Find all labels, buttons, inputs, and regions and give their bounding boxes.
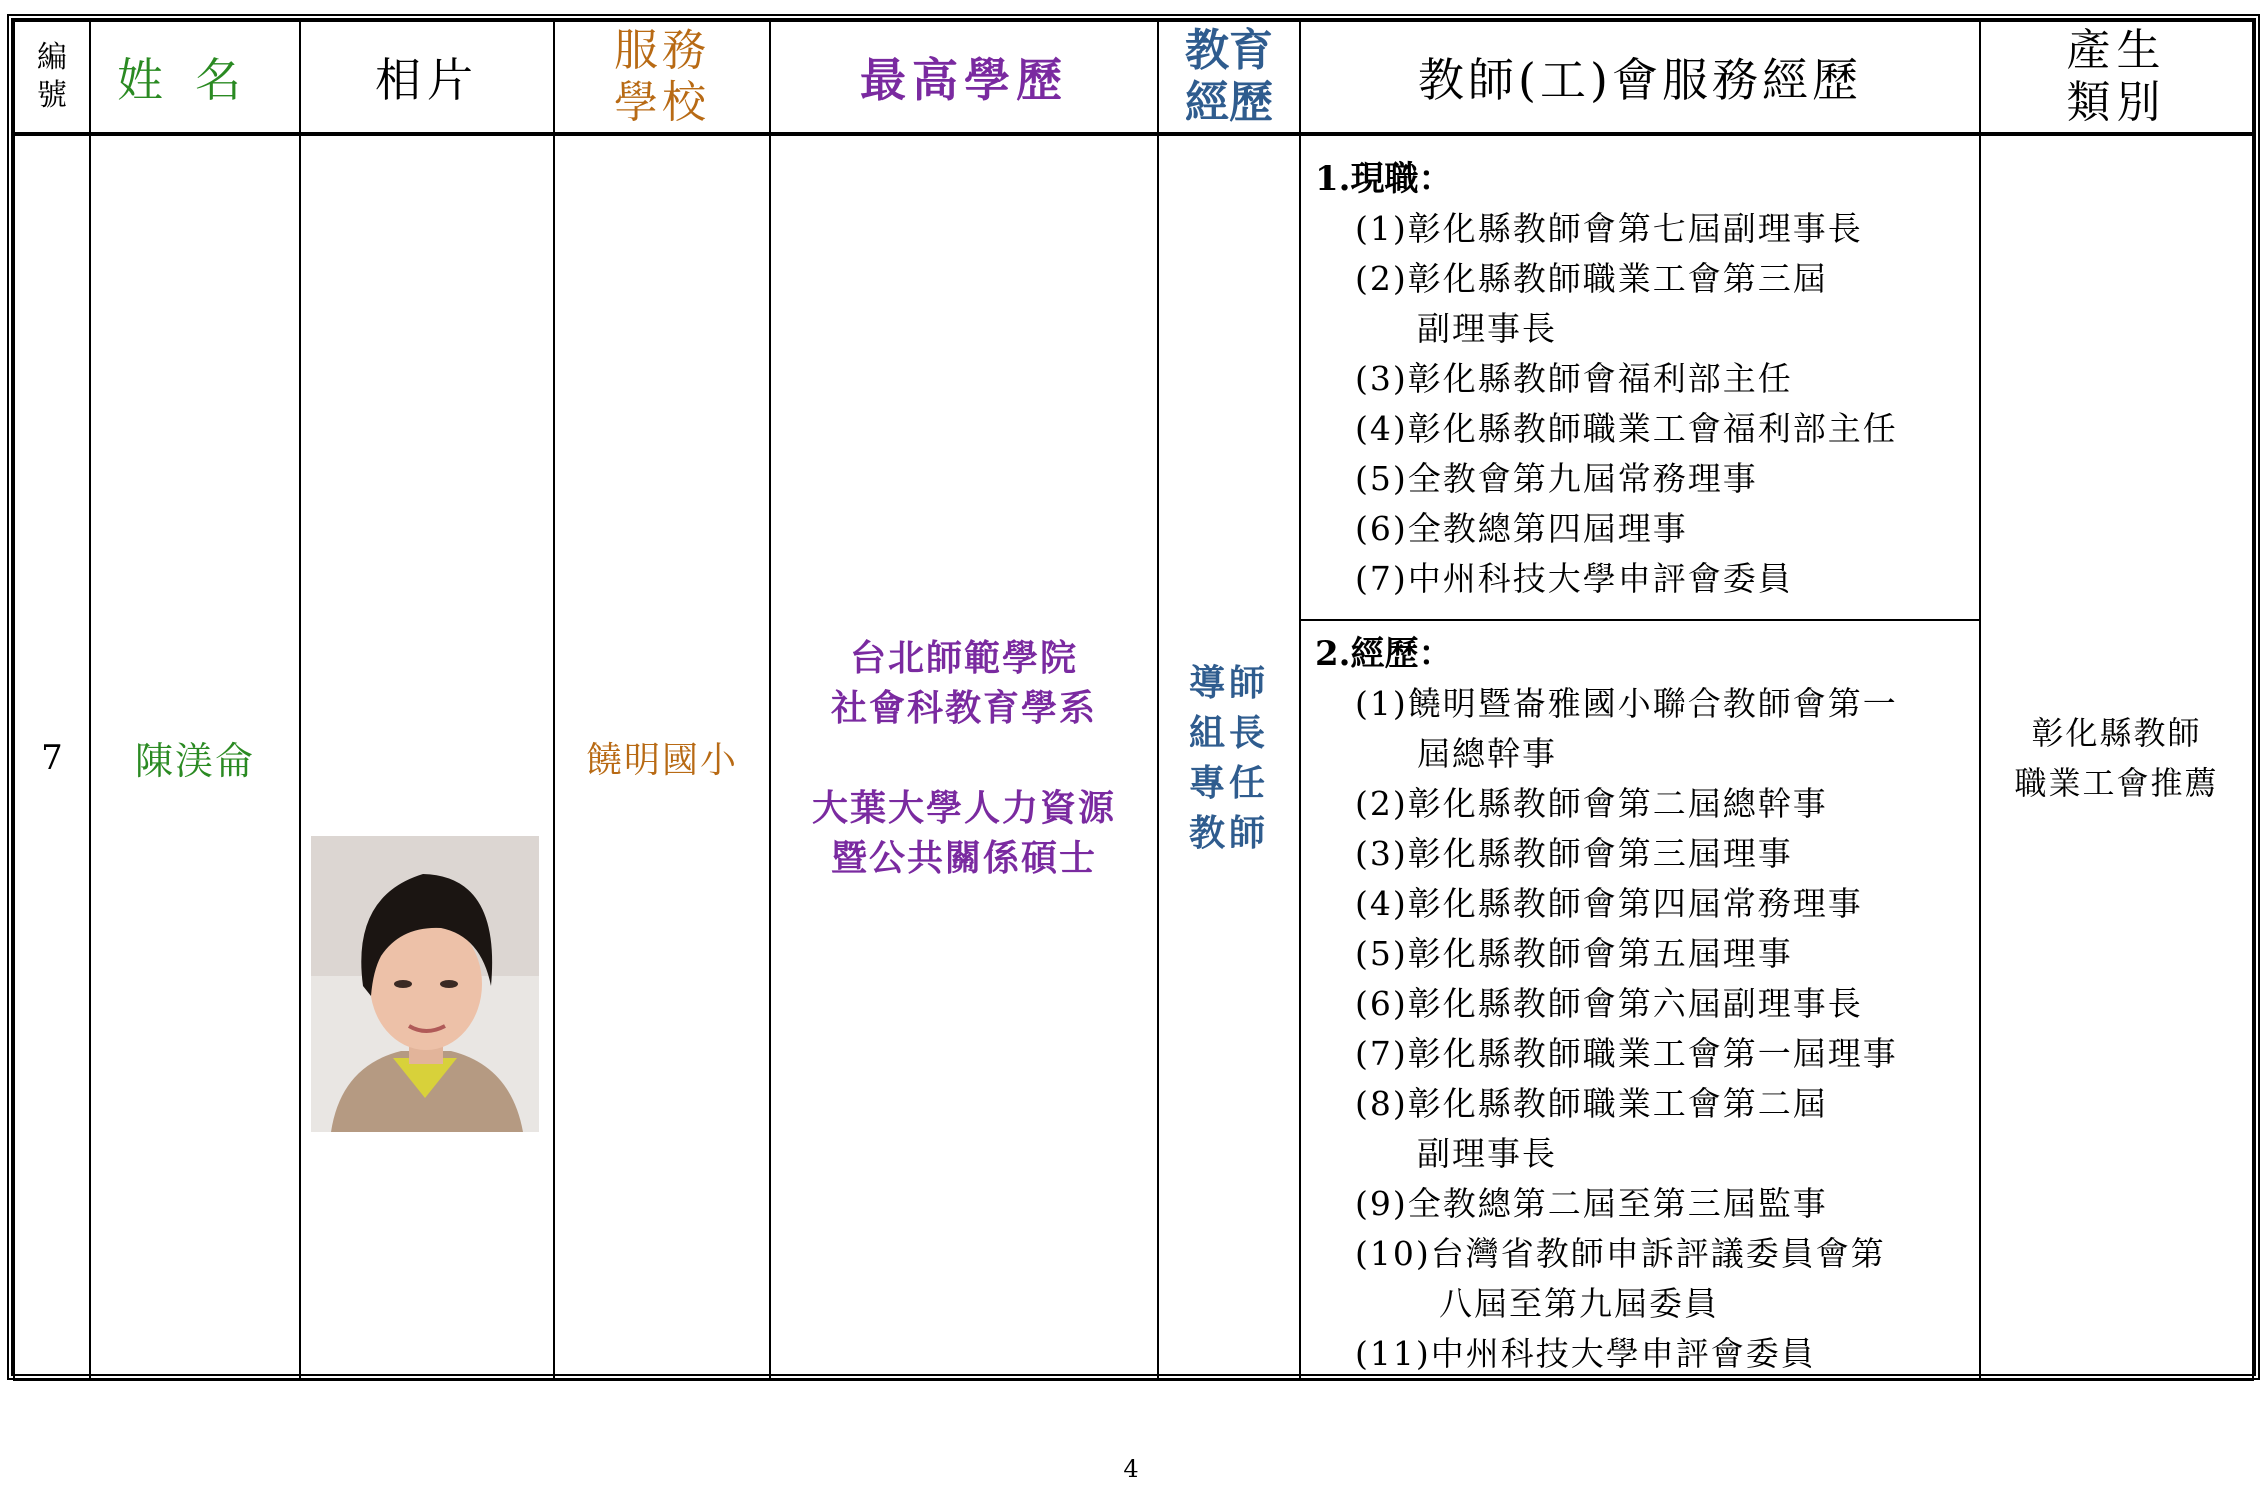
- list-item: (5)彰化縣教師會第五屆理事: [1355, 934, 1793, 973]
- list-item: (1)饒明暨崙雅國小聯合教師會第一 屆總幹事: [1355, 684, 1898, 773]
- list-item: (4)彰化縣教師會第四屆常務理事: [1355, 884, 1863, 923]
- list-item: (8)彰化縣教師職業工會第二屆 副理事長: [1355, 1084, 1828, 1173]
- list-item: (3)彰化縣教師會福利部主任: [1355, 359, 1793, 398]
- past-experience-heading: 2.經歷：: [1315, 634, 1453, 674]
- header-name: 姓名: [90, 21, 300, 134]
- past-experience-list: [1315, 679, 1967, 1379]
- cell-degree: 台北師範學院 社會科教育學系 大葉大學人力資源 暨公共關係碩士: [770, 134, 1158, 1380]
- header-row: [14, 21, 2253, 134]
- list-item: (11)中州科技大學申評會委員: [1355, 1334, 1816, 1373]
- list-item: (5)全教會第九屆常務理事: [1355, 459, 1758, 498]
- current-positions: [1301, 136, 1979, 621]
- header-union-experience: 教師(工)會服務經歷: [1300, 21, 1980, 134]
- list-item: (2)彰化縣教師職業工會第三屆 副理事長: [1355, 259, 1828, 348]
- list-item: (1)彰化縣教師會第七屆副理事長: [1355, 209, 1863, 248]
- current-positions-list: [1315, 204, 1967, 604]
- candidate-table: [13, 20, 2254, 1381]
- cell-number: 7: [14, 134, 90, 1380]
- header-number: 編 號: [14, 21, 90, 134]
- cell-education-experience: 導師 組長 專任 教師: [1158, 134, 1300, 1380]
- cell-photo: [300, 134, 554, 1380]
- cell-school: 饒明國小: [554, 134, 770, 1380]
- list-item: (7)彰化縣教師職業工會第一屆理事: [1355, 1034, 1898, 1073]
- cell-nomination-type: 彰化縣教師 職業工會推薦: [1980, 134, 2253, 1380]
- candidate-table-frame: [7, 14, 2260, 1380]
- list-item: (7)中州科技大學申評會委員: [1355, 559, 1793, 598]
- list-item: (2)彰化縣教師會第二屆總幹事: [1355, 784, 1828, 823]
- list-item: (6)彰化縣教師會第六屆副理事長: [1355, 984, 1863, 1023]
- list-item: (6)全教總第四屆理事: [1355, 509, 1688, 548]
- header-degree: 最高學歷: [770, 21, 1158, 134]
- list-item: (9)全教總第二屆至第三屆監事: [1355, 1184, 1828, 1223]
- header-education-experience: 教育 經歷: [1158, 21, 1300, 134]
- cell-union-experience: [1300, 134, 1980, 1380]
- page-number: 4: [1123, 1455, 1139, 1483]
- cell-name: 陳渼侖: [90, 134, 300, 1380]
- current-positions-heading: 1.現職：: [1315, 159, 1453, 199]
- header-school: 服務 學校: [554, 21, 770, 134]
- list-item: (4)彰化縣教師職業工會福利部主任: [1355, 409, 1898, 448]
- table-row: [14, 134, 2253, 1380]
- header-nomination-type: 產生 類別: [1980, 21, 2253, 134]
- header-photo: 相片: [300, 21, 554, 134]
- list-item: (3)彰化縣教師會第三屆理事: [1355, 834, 1793, 873]
- list-item: (10)台灣省教師申訴評議委員會第 八屆至第九屆委員: [1355, 1234, 1886, 1323]
- candidate-photo: [311, 836, 539, 1132]
- past-experience: [1301, 621, 1979, 1379]
